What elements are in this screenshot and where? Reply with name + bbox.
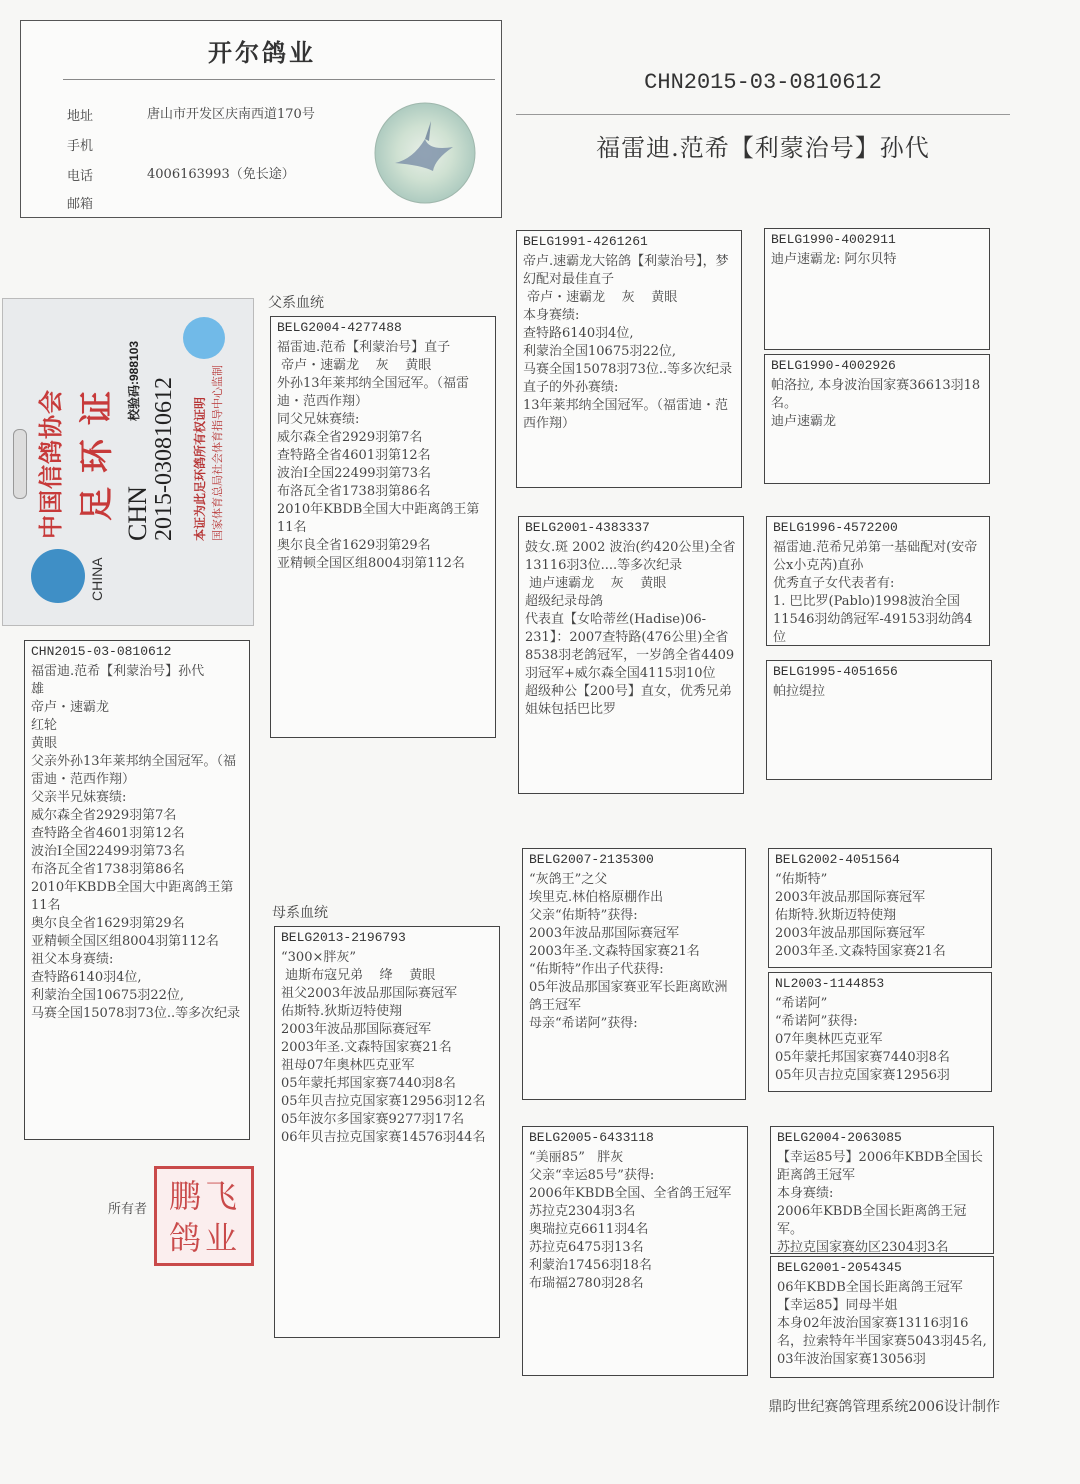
pedigree-line: “300×胖灰”: [281, 950, 356, 965]
pedigree-line: 本身赛绩:: [777, 1186, 834, 1201]
sire-section-label: 父系血统: [268, 295, 324, 311]
pedigree-line: 苏拉克国家赛幼区2304羽3名: [777, 1240, 949, 1254]
pedigree-line: 佑斯特.狄斯迈特使翔: [775, 908, 897, 923]
pedigree-line: 波治I全国22499羽第73名: [277, 466, 432, 481]
dss-lines: [775, 871, 985, 961]
card-association: 中国信鸽协会: [37, 389, 65, 539]
pedigree-line: 奥尔良全省1629羽第29名: [277, 538, 431, 553]
pedigree-line: 1. 巴比罗(Pablo)1998波治全国11546羽幼鸽冠军-49153羽幼鸽4位: [773, 594, 973, 645]
pedigree-line: 威尔森全省2929羽第7名: [277, 430, 423, 445]
card-rotated-content: [25, 311, 251, 611]
sire-dam-lines: [525, 539, 737, 719]
dam-sire-ring: BELG2007-2135300: [529, 852, 654, 867]
pedigree-line: 布洛瓦全省1738羽第86名: [31, 862, 185, 877]
pedigree-line: 帝卢・速霸龙 灰 黄眼: [277, 358, 432, 373]
sire-dam-box: [518, 516, 744, 794]
pedigree-line: 佑斯特.狄斯迈特使翔: [281, 1004, 403, 1019]
pedigree-line: 帕洛拉, 本身波治国家赛36613羽18名。: [771, 378, 981, 411]
pedigree-line: 13年莱邦纳全国冠军。（福雷迪・范西作翔）: [523, 398, 729, 431]
pedigree-line: 超级纪录母鸽: [525, 594, 604, 609]
sire-sire-box: [516, 230, 742, 488]
subject-box: [24, 640, 250, 1140]
stamp-text: 鹏飞鸽业: [168, 1177, 241, 1257]
dam-sire-box: [522, 848, 746, 1100]
pedigree-line: 同父兄妹赛绩:: [277, 412, 360, 427]
sds-ring: BELG1996-4572200: [773, 520, 898, 535]
pigeon-title: 福雷迪.范希【利蒙治号】孙代: [596, 134, 930, 162]
dss-ring: BELG2002-4051564: [775, 852, 900, 867]
pedigree-line: 查特路6140羽4位,: [523, 326, 634, 341]
pedigree-line: 2003年波品那国际赛冠军: [281, 1022, 432, 1037]
dam-sire-lines: [529, 871, 739, 1033]
pedigree-line: 帝卢・速霸龙 灰 黄眼: [523, 290, 678, 305]
dam-section-label: 母系血统: [272, 905, 328, 921]
pedigree-line: 利蒙治17456羽18名: [529, 1258, 652, 1273]
address-value: 唐山市开发区庆南西道170号: [147, 107, 315, 122]
main-ring-number: CHN2015-03-0810612: [644, 70, 882, 95]
pedigree-line: 2003年波品那国际赛冠军: [775, 926, 926, 941]
pedigree-line: 奥尔良全省1629羽第29名: [31, 916, 185, 931]
pedigree-line: 06年贝吉拉克国家赛14576羽44名: [281, 1130, 486, 1145]
card-logo: [31, 549, 85, 603]
pedigree-line: 埃里克.林伯格原棚作出: [529, 890, 664, 905]
pedigree-line: “希诺阿”获得:: [775, 1014, 858, 1029]
pedigree-line: “美丽85” 胖灰: [529, 1150, 624, 1165]
dam-ring: BELG2013-2196793: [281, 930, 406, 945]
sire-lines: [277, 339, 489, 573]
pedigree-line: 06年KBDB全国长距离鸽王冠军: [777, 1280, 963, 1295]
sire-sire-sire-box: [764, 228, 990, 350]
dam-dam-ring: BELG2005-6433118: [529, 1130, 654, 1145]
pedigree-line: 红轮: [31, 718, 58, 733]
footer-text: 鼎昀世纪赛鸽管理系统2006设计制作: [768, 1399, 1000, 1415]
pedigree-line: 苏拉克6475羽13名: [529, 1240, 644, 1255]
pedigree-line: 父亲“幸运85号”获得:: [529, 1168, 655, 1183]
pedigree-line: 【幸运85】同母半姐: [777, 1298, 898, 1313]
dsd-lines: [775, 995, 985, 1085]
pedigree-line: 查特路6140羽4位,: [31, 970, 142, 985]
pedigree-line: 2010年KBDB全国大中距离鸽王第11名: [277, 502, 480, 535]
pedigree-line: 2003年圣.文森特国家赛21名: [529, 944, 700, 959]
pedigree-line: “佑斯特”: [775, 872, 828, 887]
pedigree-line: 迪卢速霸龙 灰 黄眼: [525, 576, 667, 591]
dam-box: [274, 926, 500, 1338]
card-country: CHINA: [89, 557, 105, 601]
pedigree-line: 查特路全省4601羽第12名: [31, 826, 185, 841]
pedigree-line: 雄: [31, 682, 45, 697]
sdd-lines: [773, 683, 985, 701]
dam-dam-box: [522, 1126, 748, 1376]
pedigree-line: 亚精顿全国区组8004羽第112名: [31, 934, 219, 949]
pedigree-line: 本身赛绩:: [523, 308, 580, 323]
pedigree-line: 05年波品那国家赛亚军长距离欧洲鸽王冠军: [529, 980, 728, 1013]
card-note-1: 本证为此足环鸽所有权证明: [193, 396, 207, 541]
ddd-ring: BELG2001-2054345: [777, 1260, 902, 1275]
pedigree-line: 查特路全省4601羽第12名: [277, 448, 431, 463]
sire-ring: BELG2004-4277488: [277, 320, 402, 335]
sire-box: [270, 316, 496, 738]
pedigree-line: 苏拉克2304羽3名: [529, 1204, 636, 1219]
subject-ring: CHN2015-03-0810612: [31, 644, 172, 659]
sdd-ring: BELG1995-4051656: [773, 664, 898, 679]
sds-lines: [773, 539, 983, 646]
pedigree-line: 05年蒙托邦国家赛7440羽8名: [281, 1076, 456, 1091]
sire-dam-sire-box: [766, 516, 990, 646]
ssd-ring: BELG1990-4002926: [771, 358, 896, 373]
pedigree-line: 07年奥林匹克亚军: [775, 1032, 883, 1047]
dam-dam-dam-box: [770, 1256, 994, 1378]
pedigree-line: 亚精顿全国区组8004羽第112名: [277, 556, 465, 571]
dam-dam-lines: [529, 1149, 741, 1293]
dds-ring: BELG2004-2063085: [777, 1130, 902, 1145]
pedigree-line: 福雷迪.范希【利蒙治号】孙代: [31, 664, 205, 679]
sire-sire-ring: BELG1991-4261261: [523, 234, 648, 249]
company-name: 开尔鸽业: [208, 39, 316, 67]
pedigree-line: 波治I全国22499羽第73名: [31, 844, 186, 859]
dsd-ring: NL2003-1144853: [775, 976, 885, 991]
pedigree-line: 优秀直子女代表者有:: [773, 576, 895, 591]
pedigree-line: 2006年KBDB全国长距离鸽王冠军。: [777, 1204, 967, 1237]
subject-lines: [31, 663, 243, 1023]
pedigree-line: 03年波治国家赛13056羽: [777, 1352, 926, 1367]
pedigree-line: 马赛全国15078羽73位..等多次纪录: [523, 362, 733, 377]
pedigree-line: 利蒙治全国10675羽22位,: [523, 344, 677, 359]
pedigree-line: 母亲“希诺阿”获得:: [529, 1016, 638, 1031]
pedigree-line: “灰鸽王”之父: [529, 872, 608, 887]
hologram-logo-icon: [373, 101, 477, 205]
pedigree-line: 福雷迪.范希兄弟第一基础配对(安帝公x小克芮)直孙: [773, 540, 978, 573]
pedigree-line: 2003年波品那国际赛冠军: [775, 890, 926, 905]
address-label: 地址: [67, 109, 94, 124]
card-cert-title: 足环证: [77, 377, 117, 521]
card-note-2: 国家体育总局社会体育指导中心监制: [211, 365, 224, 541]
pedigree-line: 鼓女.斑 2002 波治(约420公里)全省13116羽3位....等多次纪录: [525, 540, 736, 573]
pedigree-line: 祖母07年奥林匹克亚军: [281, 1058, 415, 1073]
pedigree-line: 05年贝吉拉克国家赛12956羽: [775, 1068, 950, 1083]
pedigree-line: 超级种公【200号】直女，优秀兄弟姐妹包括巴比罗: [525, 684, 732, 717]
pedigree-line: 代表直【女哈蒂丝(Hadise)06-231】：2007查特路(476公里)全省8538羽老鸽冠军，一岁鸽全省4409羽冠军+威尔森全国4115羽10位: [525, 612, 735, 681]
pedigree-line: 迪卢速霸龙: 阿尔贝特: [771, 252, 897, 267]
pedigree-line: 2003年圣.文森特国家赛21名: [281, 1040, 452, 1055]
card-ring-prefix: CHN: [123, 486, 152, 541]
pedigree-line: 父亲半兄妹赛绩:: [31, 790, 127, 805]
pedigree-line: 05年贝吉拉克国家赛12956羽12名: [281, 1094, 486, 1109]
pedigree-line: 2003年圣.文森特国家赛21名: [775, 944, 946, 959]
pedigree-line: 布瑞福2780羽28名: [529, 1276, 644, 1291]
pedigree-line: 本身02年波治国家赛13116羽16名，拉索特年半国家赛5043羽45名,: [777, 1316, 987, 1349]
title-divider: [516, 114, 1010, 115]
email-label: 邮箱: [67, 197, 94, 212]
owner-seal-stamp: [154, 1166, 254, 1266]
pedigree-line: 迪卢速霸龙: [771, 414, 837, 429]
pedigree-line: 父亲“佑斯特”获得:: [529, 908, 638, 923]
dds-lines: [777, 1149, 987, 1254]
card-seal: [183, 317, 225, 359]
card-serial: 校验码:988103: [127, 340, 141, 421]
pedigree-line: 直子的外孙赛绩:: [523, 380, 619, 395]
pedigree-line: 父亲外孙13年莱邦纳全国冠军。（福雷迪・范西作翔）: [31, 754, 237, 787]
pedigree-line: 帕拉缇拉: [773, 684, 826, 699]
pedigree-line: 祖父本身赛绩:: [31, 952, 114, 967]
pedigree-line: “希诺阿”: [775, 996, 828, 1011]
pedigree-line: 祖父2003年波品那国际赛冠军: [281, 986, 458, 1001]
sire-dam-ring: BELG2001-4383337: [525, 520, 650, 535]
pedigree-line: 2006年KBDB全国、全省鸽王冠军: [529, 1186, 732, 1201]
pedigree-line: 2003年波品那国际赛冠军: [529, 926, 680, 941]
dam-sire-dam-box: [768, 972, 992, 1092]
sss-ring: BELG1990-4002911: [771, 232, 896, 247]
pedigree-line: 帝卢.速霸龙大铭鸽【利蒙治号】，梦幻配对最佳直子: [523, 254, 729, 287]
pedigree-line: 05年波尔多国家赛9277羽17名: [281, 1112, 465, 1127]
card-ring-number: 2015-030810612: [151, 377, 177, 541]
pedigree-line: 迪斯布寇兄弟 绛 黄眼: [281, 968, 436, 983]
phone-value: 4006163993（免长途）: [147, 167, 295, 182]
pedigree-line: 布洛瓦全省1738羽第86名: [277, 484, 431, 499]
dam-lines: [281, 949, 493, 1147]
ssd-lines: [771, 377, 983, 431]
sire-dam-dam-box: [766, 660, 992, 780]
ddd-lines: [777, 1279, 987, 1369]
ring-certificate-card: [2, 298, 254, 626]
sire-sire-dam-box: [764, 354, 990, 484]
pedigree-line: 外孙13年莱邦纳全国冠军。（福雷迪・范西作翔）: [277, 376, 470, 409]
header-box: [20, 20, 502, 218]
pedigree-line: 福雷迪.范希【利蒙治号】直子: [277, 340, 451, 355]
mobile-label: 手机: [67, 139, 94, 154]
pedigree-line: 马赛全国15078羽73位..等多次纪录: [31, 1006, 241, 1021]
phone-label: 电话: [67, 169, 94, 184]
dam-sire-sire-box: [768, 848, 992, 968]
pedigree-line: 帝卢・速霸龙: [31, 700, 110, 715]
owner-label: 所有者: [108, 1202, 148, 1217]
pedigree-line: 【幸运85号】2006年KBDB全国长距离鸽王冠军: [777, 1150, 983, 1183]
pedigree-line: 05年蒙托邦国家赛7440羽8名: [775, 1050, 950, 1065]
sss-lines: [771, 251, 983, 269]
header-divider: [63, 79, 495, 80]
pedigree-line: 利蒙治全国10675羽22位,: [31, 988, 185, 1003]
pedigree-line: “佑斯特”作出子代获得:: [529, 962, 664, 977]
pedigree-line: 奥瑞拉克6611羽4名: [529, 1222, 649, 1237]
pedigree-line: 2010年KBDB全国大中距离鸽王第11名: [31, 880, 234, 913]
pedigree-line: 黄眼: [31, 736, 58, 751]
pedigree-line: 威尔森全省2929羽第7名: [31, 808, 177, 823]
dam-dam-sire-box: [770, 1126, 994, 1254]
sire-sire-lines: [523, 253, 735, 433]
